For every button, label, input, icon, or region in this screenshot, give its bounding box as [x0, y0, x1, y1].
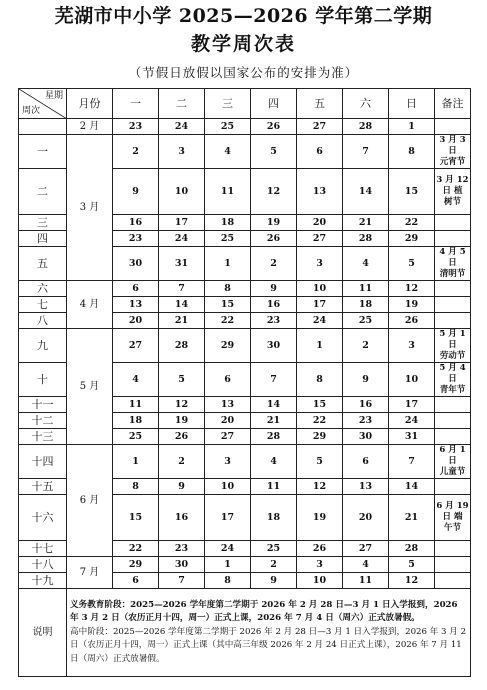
- date-cell: 21: [159, 313, 205, 329]
- week-number-cell: 十: [19, 363, 67, 397]
- page-title-line2: 教学周次表: [190, 33, 296, 55]
- header-note: 备注: [435, 89, 471, 119]
- note-cell: [435, 297, 471, 313]
- date-cell: 31: [389, 429, 435, 445]
- date-cell: 23: [113, 119, 159, 135]
- date-cell: 26: [251, 119, 297, 135]
- note-cell: 4 月 5 日 清明节: [435, 247, 471, 281]
- date-cell: 16: [113, 215, 159, 231]
- date-cell: 15: [113, 495, 159, 541]
- note-cell: [435, 429, 471, 445]
- date-cell: 27: [297, 119, 343, 135]
- date-cell: 28: [343, 231, 389, 247]
- date-cell: 4: [343, 247, 389, 281]
- week-number-cell: 十九: [19, 573, 67, 589]
- table-row: [19, 557, 471, 573]
- week-number-cell: 十五: [19, 479, 67, 495]
- date-cell: 5: [297, 445, 343, 479]
- week-number-cell: 十二: [19, 413, 67, 429]
- date-cell: 2: [113, 135, 159, 169]
- header-day: 二: [159, 89, 205, 119]
- month-cell: 7 月: [67, 557, 113, 589]
- date-cell: 12: [159, 397, 205, 413]
- date-cell: 17: [159, 215, 205, 231]
- date-cell: 1: [205, 247, 251, 281]
- month-cell: 3 月: [67, 135, 113, 281]
- date-cell: 5: [159, 363, 205, 397]
- week-number-cell: 十八: [19, 557, 67, 573]
- date-cell: 8: [113, 479, 159, 495]
- date-cell: 24: [205, 541, 251, 557]
- week-number-cell: 二: [19, 169, 67, 215]
- date-cell: 25: [205, 119, 251, 135]
- corner-weekday-label: 星期: [44, 91, 63, 101]
- note-cell: [435, 313, 471, 329]
- date-cell: 27: [205, 429, 251, 445]
- date-cell: 2: [159, 445, 205, 479]
- date-cell: 17: [297, 297, 343, 313]
- date-cell: 30: [343, 429, 389, 445]
- date-cell: 3: [159, 135, 205, 169]
- date-cell: 24: [159, 119, 205, 135]
- date-cell: 5: [389, 557, 435, 573]
- date-cell: 23: [343, 413, 389, 429]
- page-subtitle: （节假日放假以国家公布的安排为准）: [128, 65, 359, 80]
- table-row: [19, 119, 471, 135]
- date-cell: 30: [251, 329, 297, 363]
- date-cell: 13: [343, 479, 389, 495]
- date-cell: 15: [205, 297, 251, 313]
- date-cell: 6: [297, 135, 343, 169]
- date-cell: 21: [343, 215, 389, 231]
- header-month: 月份: [67, 89, 113, 119]
- date-cell: 11: [251, 479, 297, 495]
- date-cell: 13: [205, 397, 251, 413]
- date-cell: 16: [251, 297, 297, 313]
- note-cell: [435, 397, 471, 413]
- date-cell: 9: [251, 281, 297, 297]
- date-cell: 11: [113, 397, 159, 413]
- header-day: 六: [343, 89, 389, 119]
- week-number-cell: 五: [19, 247, 67, 281]
- date-cell: 8: [205, 573, 251, 589]
- date-cell: 10: [205, 479, 251, 495]
- date-cell: 25: [205, 231, 251, 247]
- note-cell: [435, 413, 471, 429]
- date-cell: 2: [251, 557, 297, 573]
- note-cell: 3 月 12 日 植 树节: [435, 169, 471, 215]
- date-cell: 25: [251, 541, 297, 557]
- date-cell: 14: [159, 297, 205, 313]
- header-day: 五: [297, 89, 343, 119]
- date-cell: 9: [113, 169, 159, 215]
- table-row: [19, 445, 471, 479]
- date-cell: 10: [159, 169, 205, 215]
- date-cell: 30: [159, 557, 205, 573]
- date-cell: 18: [113, 413, 159, 429]
- date-cell: 20: [343, 495, 389, 541]
- date-cell: 4: [113, 363, 159, 397]
- date-cell: 6: [113, 573, 159, 589]
- date-cell: 20: [297, 215, 343, 231]
- header-day: 四: [251, 89, 297, 119]
- date-cell: 23: [159, 541, 205, 557]
- date-cell: 9: [343, 363, 389, 397]
- date-cell: 1: [389, 119, 435, 135]
- date-cell: 4: [251, 445, 297, 479]
- date-cell: 3: [297, 557, 343, 573]
- date-cell: 7: [251, 363, 297, 397]
- week-number-cell: 六: [19, 281, 67, 297]
- date-cell: 11: [343, 281, 389, 297]
- date-cell: 14: [389, 479, 435, 495]
- date-cell: 31: [159, 247, 205, 281]
- date-cell: 4: [343, 557, 389, 573]
- date-cell: 29: [389, 231, 435, 247]
- date-cell: 4: [205, 135, 251, 169]
- date-cell: 3: [389, 329, 435, 363]
- date-cell: 21: [389, 495, 435, 541]
- week-number-cell: 一: [19, 135, 67, 169]
- date-cell: 19: [297, 495, 343, 541]
- date-cell: 24: [389, 413, 435, 429]
- week-number-cell: [19, 119, 67, 135]
- date-cell: 7: [159, 281, 205, 297]
- week-number-cell: 七: [19, 297, 67, 313]
- date-cell: 12: [297, 479, 343, 495]
- date-cell: 22: [389, 215, 435, 231]
- date-cell: 22: [297, 413, 343, 429]
- week-schedule-table: [18, 88, 471, 677]
- date-cell: 5: [389, 247, 435, 281]
- note-cell: 3 月 3 日 元宵节: [435, 135, 471, 169]
- date-cell: 16: [343, 397, 389, 413]
- date-cell: 12: [389, 281, 435, 297]
- week-number-cell: 十一: [19, 397, 67, 413]
- date-cell: 27: [297, 231, 343, 247]
- date-cell: 13: [113, 297, 159, 313]
- date-cell: 10: [297, 573, 343, 589]
- date-cell: 6: [343, 445, 389, 479]
- date-cell: 12: [251, 169, 297, 215]
- date-cell: 7: [343, 135, 389, 169]
- date-cell: 26: [159, 429, 205, 445]
- week-number-cell: 四: [19, 231, 67, 247]
- date-cell: 24: [297, 313, 343, 329]
- date-cell: 10: [389, 363, 435, 397]
- table-row: [19, 281, 471, 297]
- date-cell: 23: [251, 313, 297, 329]
- date-cell: 24: [159, 231, 205, 247]
- month-cell: 5 月: [67, 329, 113, 445]
- date-cell: 21: [251, 413, 297, 429]
- note-cell: 6 月 1 日 儿童节: [435, 445, 471, 479]
- week-number-cell: 十四: [19, 445, 67, 479]
- note-cell: [435, 557, 471, 573]
- date-cell: 7: [159, 573, 205, 589]
- date-cell: 28: [159, 329, 205, 363]
- date-cell: 6: [205, 363, 251, 397]
- note-cell: 5 月 1 日 劳动节: [435, 329, 471, 363]
- date-cell: 25: [343, 313, 389, 329]
- date-cell: 16: [159, 495, 205, 541]
- explain-paragraph-highschool: 高中阶段：2025—2026 学年度第二学期于 2026 年 2 月 28 日—3 月 1 日入学报到，2026 年 3 月 2 日（农历正月十四，周一）正式上课（其中高三年级 2026 年 2 月 24 日正式上课），2026 年 7 月 11 日（周六）正式放暑假。: [70, 626, 467, 664]
- date-cell: 15: [297, 397, 343, 413]
- corner-week-label: 周次: [22, 106, 41, 116]
- date-cell: 5: [251, 135, 297, 169]
- date-cell: 26: [297, 541, 343, 557]
- week-number-cell: 九: [19, 329, 67, 363]
- note-cell: 6 月 19 日 端 午节: [435, 495, 471, 541]
- date-cell: 6: [113, 281, 159, 297]
- note-cell: 5 月 4 日 青年节: [435, 363, 471, 397]
- date-cell: 9: [159, 479, 205, 495]
- date-cell: 2: [343, 329, 389, 363]
- table-header-row: [19, 89, 471, 119]
- week-number-cell: 十七: [19, 541, 67, 557]
- date-cell: 8: [389, 135, 435, 169]
- date-cell: 25: [113, 429, 159, 445]
- month-cell: 2 月: [67, 119, 113, 135]
- date-cell: 27: [343, 541, 389, 557]
- note-cell: [435, 479, 471, 495]
- date-cell: 8: [297, 363, 343, 397]
- table-row: [19, 135, 471, 169]
- date-cell: 11: [343, 573, 389, 589]
- date-cell: 15: [389, 169, 435, 215]
- date-cell: 26: [251, 231, 297, 247]
- date-cell: 1: [113, 445, 159, 479]
- date-cell: 27: [113, 329, 159, 363]
- date-cell: 17: [389, 397, 435, 413]
- week-number-cell: 十六: [19, 495, 67, 541]
- date-cell: 9: [251, 573, 297, 589]
- date-cell: 14: [343, 169, 389, 215]
- date-cell: 22: [205, 313, 251, 329]
- date-cell: 1: [205, 557, 251, 573]
- note-cell: [435, 119, 471, 135]
- date-cell: 22: [113, 541, 159, 557]
- month-cell: 6 月: [67, 445, 113, 557]
- week-number-cell: 十三: [19, 429, 67, 445]
- table-body: [19, 119, 471, 589]
- date-cell: 3: [205, 445, 251, 479]
- date-cell: 2: [251, 247, 297, 281]
- date-cell: 18: [205, 215, 251, 231]
- date-cell: 29: [297, 429, 343, 445]
- date-cell: 29: [113, 557, 159, 573]
- date-cell: 11: [205, 169, 251, 215]
- date-cell: 19: [389, 297, 435, 313]
- date-cell: 29: [205, 329, 251, 363]
- date-cell: 19: [251, 215, 297, 231]
- date-cell: 8: [205, 281, 251, 297]
- table-row: [19, 329, 471, 363]
- date-cell: 12: [389, 573, 435, 589]
- date-cell: 10: [297, 281, 343, 297]
- date-cell: 30: [113, 247, 159, 281]
- date-cell: 14: [251, 397, 297, 413]
- explain-row: [19, 589, 471, 677]
- header-day: 三: [205, 89, 251, 119]
- explain-paragraph-compulsory: 义务教育阶段：2025—2026 学年度第二学期于 2026 年 2 月 28 日—3 月 1 日入学报到，2026 年 3 月 2 日（农历正月十四，周一）正式上课，2026 年 7 月 4 日（周六）正式放暑假。: [70, 599, 458, 624]
- page-title-line1: 芜湖市中小学 2025—2026 学年第二学期: [54, 5, 433, 27]
- date-cell: 17: [205, 495, 251, 541]
- header-day: 日: [389, 89, 435, 119]
- date-cell: 3: [297, 247, 343, 281]
- date-cell: 19: [159, 413, 205, 429]
- week-number-cell: 三: [19, 215, 67, 231]
- date-cell: 23: [113, 231, 159, 247]
- date-cell: 28: [343, 119, 389, 135]
- date-cell: 28: [251, 429, 297, 445]
- date-cell: 20: [113, 313, 159, 329]
- note-cell: [435, 541, 471, 557]
- date-cell: 20: [205, 413, 251, 429]
- date-cell: 18: [251, 495, 297, 541]
- date-cell: 1: [297, 329, 343, 363]
- note-cell: [435, 573, 471, 589]
- date-cell: 18: [343, 297, 389, 313]
- week-number-cell: 八: [19, 313, 67, 329]
- note-cell: [435, 215, 471, 231]
- header-day: 一: [113, 89, 159, 119]
- explain-text: [67, 589, 471, 677]
- date-cell: 26: [389, 313, 435, 329]
- date-cell: 7: [389, 445, 435, 479]
- date-cell: 13: [297, 169, 343, 215]
- corner-header-cell: [19, 89, 67, 119]
- note-cell: [435, 231, 471, 247]
- explain-label: 说明: [19, 589, 67, 677]
- month-cell: 4 月: [67, 281, 113, 329]
- date-cell: 28: [389, 541, 435, 557]
- note-cell: [435, 281, 471, 297]
